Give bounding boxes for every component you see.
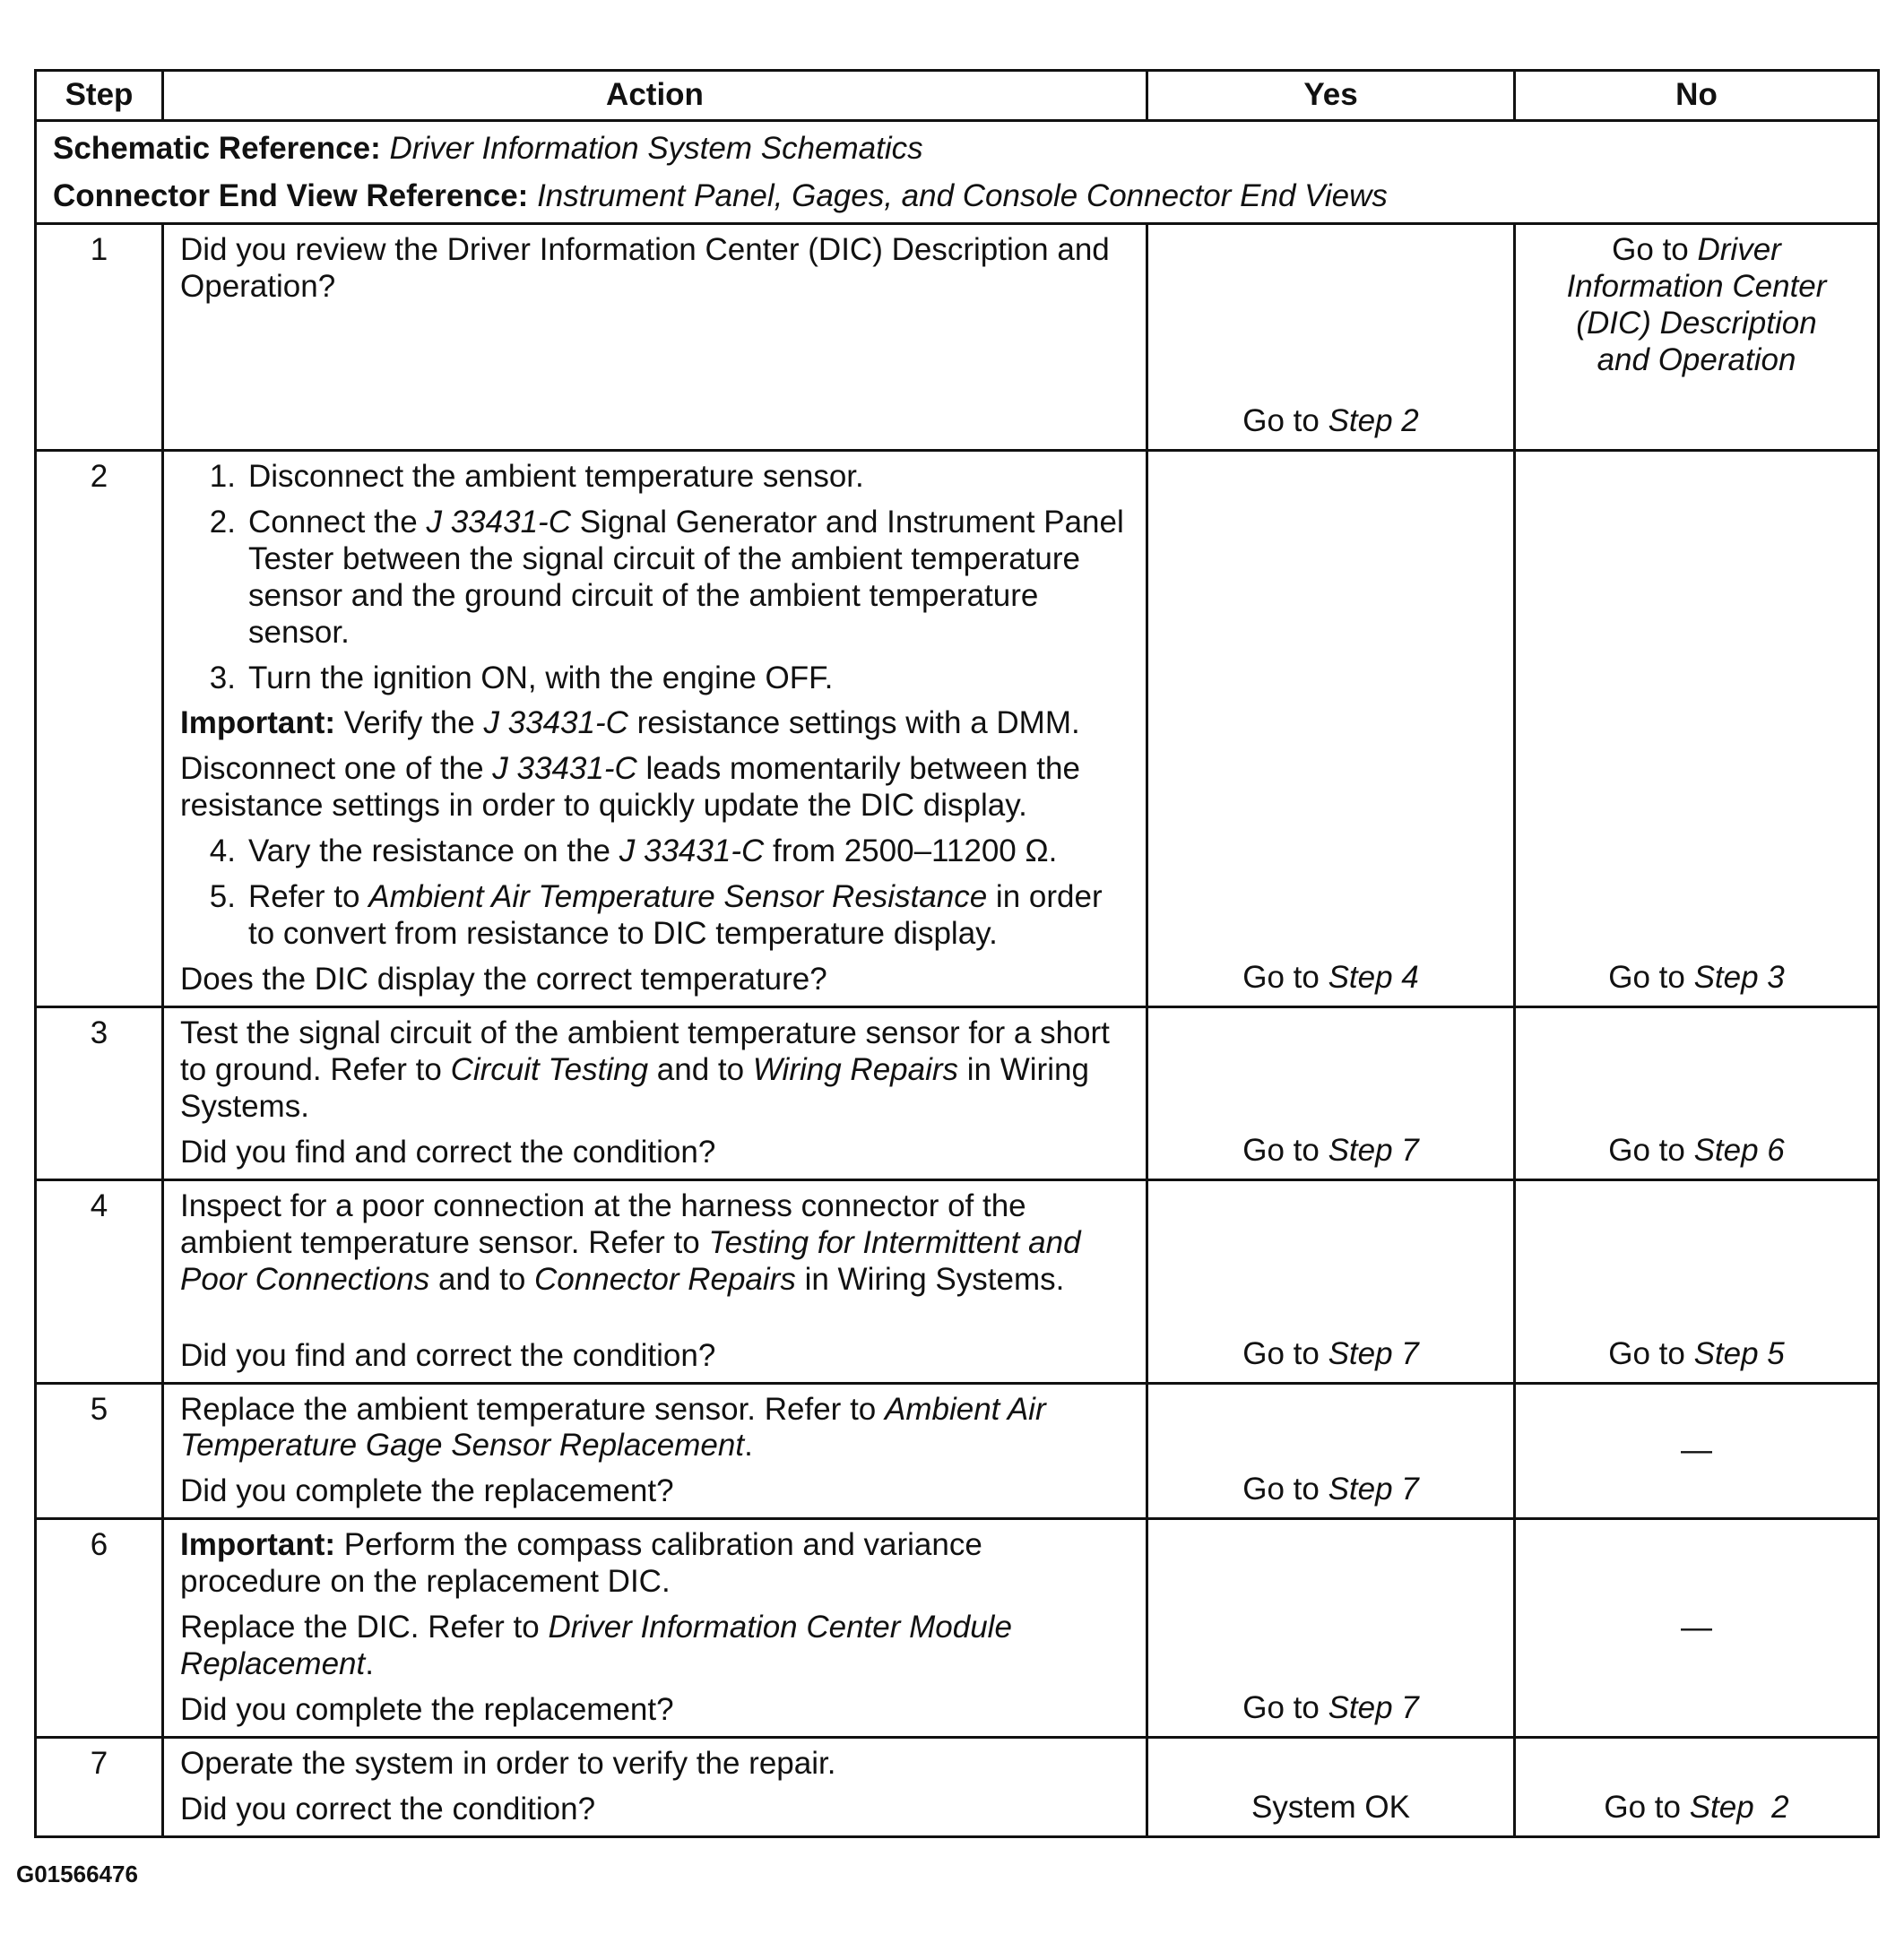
go-to-text: Go to bbox=[1242, 1335, 1320, 1371]
note-text: Disconnect one of the bbox=[180, 751, 484, 787]
no-cell bbox=[1515, 450, 1879, 1006]
step-link[interactable]: Step 2 bbox=[1689, 1789, 1789, 1825]
action-text-part: and to bbox=[437, 1261, 526, 1297]
step-link[interactable]: Step 7 bbox=[1328, 1335, 1419, 1371]
yes-cell bbox=[1147, 1179, 1515, 1383]
step-link[interactable]: Step 7 bbox=[1328, 1472, 1419, 1507]
no-result[interactable] bbox=[1516, 1790, 1877, 1826]
action-text bbox=[180, 1610, 1129, 1683]
action-text-part: in Wiring Systems. bbox=[180, 1051, 1089, 1124]
go-to-text: Go to bbox=[1242, 1690, 1320, 1726]
reference-link[interactable]: Connector Repairs bbox=[534, 1261, 796, 1297]
yes-result[interactable] bbox=[1148, 403, 1513, 440]
action-cell bbox=[163, 1738, 1147, 1837]
step-number: 5 bbox=[36, 1383, 163, 1519]
header-step: Step bbox=[36, 71, 163, 121]
list-item-text: Disconnect the ambient temperature sensor. bbox=[248, 458, 864, 494]
connector-reference-link[interactable]: Instrument Panel, Gages, and Console Connector End Views bbox=[537, 177, 1388, 213]
reference-cell bbox=[36, 120, 1879, 223]
action-text-part: . bbox=[744, 1428, 753, 1464]
table-row bbox=[36, 1007, 1879, 1180]
diagnostic-table bbox=[34, 69, 1880, 1838]
important-note bbox=[180, 705, 1129, 742]
question-text: Does the DIC display the correct temperature? bbox=[180, 962, 827, 997]
list-item: 4. Vary the resistance on the J 33431-C from 2500–11200 Ω. bbox=[209, 833, 1058, 869]
action-text: Did you review the Driver Information Center (DIC) Description and Operation? bbox=[180, 231, 1110, 304]
go-to-text: Go to bbox=[1242, 402, 1320, 438]
step-link[interactable]: Step 6 bbox=[1693, 1132, 1785, 1168]
no-result[interactable] bbox=[1516, 1336, 1877, 1373]
list-item: 3. Turn the ignition ON, with the engine OFF. bbox=[180, 661, 1129, 697]
note-text: leads momentarily between the resistance settings in order to quickly update the DIC display. bbox=[180, 751, 1080, 824]
action-text-part: . bbox=[365, 1646, 374, 1682]
yes-cell bbox=[1147, 1519, 1515, 1738]
action-text-part: Test the signal circuit of the ambient temperature sensor for a short to ground. Refer to bbox=[180, 1015, 1110, 1087]
no-result-dash: — bbox=[1681, 1432, 1712, 1468]
list-item-text: Refer to bbox=[248, 879, 360, 915]
no-cell bbox=[1515, 1007, 1879, 1180]
list-item-text: from 2500–11200 Ω. bbox=[772, 833, 1058, 869]
question-text: Did you complete the replacement? bbox=[180, 1692, 674, 1728]
go-to-text: Go to bbox=[1604, 1789, 1681, 1825]
step-link[interactable]: Step 4 bbox=[1328, 960, 1419, 996]
yes-result[interactable] bbox=[1148, 1472, 1513, 1508]
go-to-text: Go to bbox=[1612, 231, 1689, 267]
tool-ref: J 33431-C bbox=[619, 833, 765, 869]
yes-cell bbox=[1147, 1007, 1515, 1180]
important-label: Important: bbox=[180, 705, 336, 741]
go-to-text: Go to bbox=[1242, 1472, 1320, 1507]
list-item-text: in order to convert from resistance to DIC temperature display. bbox=[248, 879, 1103, 952]
step-number: 1 bbox=[36, 223, 163, 450]
step-number: 6 bbox=[36, 1519, 163, 1738]
action-text-part: Inspect for a poor connection at the harness connector of the ambient temperature sensor. Refer to bbox=[180, 1187, 1026, 1260]
tool-ref: J 33431-C bbox=[492, 751, 637, 787]
step-number: 7 bbox=[36, 1738, 163, 1837]
action-cell bbox=[163, 450, 1147, 1006]
reference-link[interactable]: Circuit Testing bbox=[450, 1051, 649, 1087]
reference-link[interactable]: Driver Information Center (DIC) Description and Operation bbox=[1566, 231, 1827, 377]
yes-cell bbox=[1147, 1383, 1515, 1519]
step-link[interactable]: Step 3 bbox=[1693, 960, 1785, 996]
schematic-reference-link[interactable]: Driver Information System Schematics bbox=[389, 130, 923, 166]
no-cell bbox=[1515, 1519, 1879, 1738]
reference-row bbox=[36, 120, 1879, 223]
reference-link[interactable]: Testing for Intermittent and Poor Connections bbox=[180, 1224, 1081, 1297]
action-text-part: and to bbox=[656, 1051, 745, 1087]
list-item-text: Signal Generator and Instrument Panel Tester between the signal circuit of the ambient temperature sensor and the ground circuit of the ambient temperature sensor. bbox=[248, 504, 1124, 650]
tool-ref: J 33431-C bbox=[426, 504, 571, 540]
action-cell bbox=[163, 1179, 1147, 1383]
table-row bbox=[36, 223, 1879, 450]
step-link[interactable]: Step 2 bbox=[1328, 402, 1419, 438]
no-cell bbox=[1515, 223, 1879, 450]
step-number: 2 bbox=[36, 450, 163, 1006]
header-action: Action bbox=[163, 71, 1147, 121]
reference-link[interactable]: Driver Information Center Module Replacement bbox=[180, 1610, 1012, 1682]
header-yes: Yes bbox=[1147, 71, 1515, 121]
step-number: 4 bbox=[36, 1179, 163, 1383]
action-text bbox=[180, 1015, 1129, 1126]
figure-id: G01566476 bbox=[16, 1861, 138, 1887]
no-cell bbox=[1515, 1383, 1879, 1519]
table-row bbox=[36, 1519, 1879, 1738]
go-to-text: Go to bbox=[1242, 960, 1320, 996]
no-result[interactable] bbox=[1532, 232, 1861, 379]
table-row bbox=[36, 450, 1879, 1006]
yes-result[interactable] bbox=[1148, 1336, 1513, 1373]
action-cell bbox=[163, 1519, 1147, 1738]
note-text: resistance settings with a DMM. bbox=[636, 705, 1080, 741]
yes-cell bbox=[1147, 450, 1515, 1006]
connector-reference bbox=[53, 178, 1861, 215]
reference-link[interactable]: Ambient Air Temperature Gage Sensor Replacement bbox=[180, 1391, 1046, 1464]
no-result[interactable] bbox=[1516, 1133, 1877, 1170]
connector-reference-label: Connector End View Reference: bbox=[53, 177, 529, 213]
step-link[interactable]: Step 7 bbox=[1328, 1132, 1419, 1168]
question-text: Did you complete the replacement? bbox=[180, 1473, 674, 1509]
schematic-reference-label: Schematic Reference: bbox=[53, 130, 381, 166]
header-row bbox=[36, 71, 1879, 121]
list-item-text: Turn the ignition ON, with the engine OFF. bbox=[248, 660, 834, 695]
tool-ref: J 33431-C bbox=[483, 705, 628, 741]
note-paragraph bbox=[180, 751, 1129, 825]
action-text bbox=[180, 1392, 1129, 1465]
header-no: No bbox=[1515, 71, 1879, 121]
table-row bbox=[36, 1179, 1879, 1383]
action-cell bbox=[163, 223, 1147, 450]
step-link[interactable]: Step 7 bbox=[1328, 1690, 1419, 1726]
table-row bbox=[36, 1383, 1879, 1519]
yes-result[interactable] bbox=[1148, 1133, 1513, 1170]
yes-result[interactable]: System OK bbox=[1251, 1789, 1410, 1825]
yes-cell bbox=[1147, 223, 1515, 450]
go-to-text: Go to bbox=[1608, 1132, 1685, 1168]
action-text bbox=[180, 1188, 1129, 1299]
reference-link[interactable]: Wiring Repairs bbox=[752, 1051, 959, 1087]
list-item: 1. Disconnect the ambient temperature sensor. bbox=[180, 459, 1129, 496]
step-link[interactable]: Step 5 bbox=[1693, 1335, 1785, 1371]
yes-result[interactable] bbox=[1148, 1690, 1513, 1727]
no-result-dash: — bbox=[1681, 1610, 1712, 1645]
go-to-text: Go to bbox=[1608, 1335, 1685, 1371]
go-to-text: Go to bbox=[1608, 960, 1685, 996]
important-note bbox=[180, 1527, 1129, 1601]
question-text: Did you correct the condition? bbox=[180, 1791, 596, 1826]
list-item: 5. Refer to Ambient Air Temperature Sensor Resistance in order to convert from resistance to DIC temperature display. bbox=[209, 879, 1103, 952]
note-text: Verify the bbox=[343, 705, 475, 741]
list-item: 2. Connect the J 33431-C Signal Generator and Instrument Panel Tester between the signal circuit of the ambient temperature sensor and the ground circuit of the ambient temperature sensor. bbox=[209, 504, 1124, 650]
table-row bbox=[36, 1738, 1879, 1837]
yes-cell bbox=[1147, 1738, 1515, 1837]
step-number: 3 bbox=[36, 1007, 163, 1180]
action-text-part: Replace the DIC. Refer to bbox=[180, 1610, 540, 1645]
schematic-reference bbox=[53, 131, 1861, 168]
note-text: Perform the compass calibration and variance procedure on the replacement DIC. bbox=[180, 1527, 982, 1600]
action-text: Operate the system in order to verify the repair. bbox=[180, 1746, 836, 1781]
question-text: Did you find and correct the condition? bbox=[180, 1134, 716, 1170]
go-to-text: Go to bbox=[1242, 1132, 1320, 1168]
list-item-text: Connect the bbox=[248, 504, 418, 540]
action-text-part: Replace the ambient temperature sensor. Refer to bbox=[180, 1391, 877, 1427]
important-label: Important: bbox=[180, 1527, 336, 1563]
no-cell bbox=[1515, 1738, 1879, 1837]
list-item-text: Vary the resistance on the bbox=[248, 833, 611, 869]
action-cell bbox=[163, 1383, 1147, 1519]
no-cell bbox=[1515, 1179, 1879, 1383]
yes-result[interactable] bbox=[1148, 960, 1513, 997]
action-cell bbox=[163, 1007, 1147, 1180]
question-text: Did you find and correct the condition? bbox=[180, 1337, 716, 1373]
reference-link[interactable]: Ambient Air Temperature Sensor Resistance bbox=[368, 879, 988, 915]
action-text-part: in Wiring Systems. bbox=[804, 1261, 1065, 1297]
no-result[interactable] bbox=[1516, 960, 1877, 997]
